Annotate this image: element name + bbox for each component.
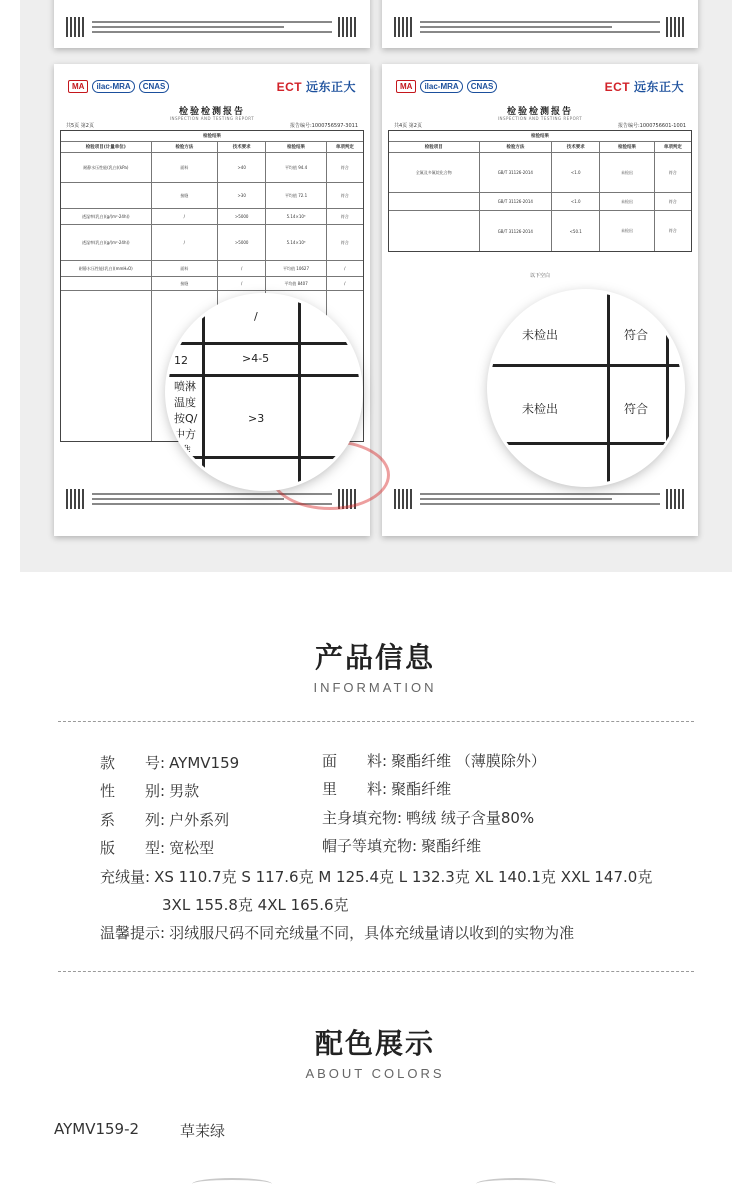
report-title: 检验检测报告 — [178, 107, 245, 117]
report-meta — [66, 122, 358, 129]
table-row: 接缝 >30 平均值 72.1 符合 — [61, 183, 363, 209]
zoom-req-1: >4-5 — [242, 352, 270, 365]
ilac-logo: ilac-MRA — [92, 80, 134, 93]
report-meta — [394, 122, 686, 129]
info-row-style: 款 号: AYMV159 — [100, 754, 240, 772]
info-row-fill-amount: 充绒量: XS 110.7克 S 117.6克 M 125.4克 L 132.3克 XL 140.1克 XXL 147.0克 — [100, 868, 653, 886]
divider-bottom — [58, 971, 694, 972]
table-columns: 检验项目 检验方法 技术要求 检验结果 单项判定 — [389, 142, 691, 153]
report-sheet-top-left — [54, 0, 370, 48]
info-row-notice: 温馨提示: 羽绒服尺码不同充绒量不同，具体充绒量请以收到的实物为准 — [100, 924, 575, 942]
product-image-edge — [192, 1178, 272, 1184]
info-row-gender: 性 别: 男款 — [100, 782, 200, 800]
info-section-subtitle: INFORMATION — [313, 680, 437, 695]
table-row: 耐静水压性能(乳白)(kPa) 面料 >40 平均值 94.4 符合 — [61, 153, 363, 183]
info-row-fit: 版 型: 宽松型 — [100, 839, 215, 857]
cma-logo: MA — [396, 80, 416, 93]
page-number: 共4页 第2页 — [394, 123, 422, 129]
zoom-result-1: 未检出 — [522, 328, 559, 342]
qr-code-icon — [66, 489, 86, 509]
sheet-footer — [66, 16, 358, 38]
qr-code-icon — [394, 489, 414, 509]
zoom-slash: / — [254, 310, 258, 323]
report-subtitle: INSPECTION AND TESTING REPORT — [169, 116, 255, 121]
info-row-hood-filling: 帽子等填充物: 聚酯纤维 — [322, 837, 482, 855]
qr-code-icon — [338, 17, 358, 37]
magnifier-left: / >4-5 >3 12 喷淋 温度 按Q/ 中方 准 — [168, 296, 360, 488]
table-row: 全氟及多氟烷化合物 GB/T 31126-2014 <1.0 未检出 符合 — [389, 153, 691, 193]
zoom-req-2: >3 — [248, 412, 265, 425]
zoom-verdict-1: 符合 — [624, 328, 649, 342]
report-number: 报告编号:1000756597-3011 — [289, 123, 358, 129]
table-row: 接缝 / 平均值 8407 / — [61, 277, 363, 291]
table-header: 检验结果 — [531, 134, 549, 139]
ilac-logo: ilac-MRA — [420, 80, 462, 93]
table-row: 透湿率(乳白)(g/(m²·24h)) / >5000 5.14×10³ 符合 — [61, 209, 363, 225]
info-row-lining: 里 料: 聚酯纤维 — [322, 780, 452, 798]
report-photo-area — [20, 0, 732, 572]
table-row: 透湿率(乳白)(g/(m²·24h)) / >5000 5.14×10³ 符合 — [61, 225, 363, 261]
cnas-logo: CNAS — [467, 80, 498, 93]
table-header: 检验结果 — [203, 134, 221, 139]
qr-code-icon — [66, 17, 86, 37]
color-sku: AYMV159-2 — [54, 1120, 140, 1138]
report-title: 检验检测报告 — [506, 107, 573, 117]
qr-code-icon — [666, 489, 686, 509]
table-columns: 检验项目(计量单位) 检验方法 技术要求 检验结果 单项判定 — [61, 142, 363, 153]
zoom-num: 12 — [174, 354, 188, 367]
report-subtitle: INSPECTION AND TESTING REPORT — [497, 116, 583, 121]
table-row: GB/T 31126-2014 <50.1 未检出 符合 — [389, 211, 691, 251]
zoom-verdict-2: 符合 — [624, 402, 649, 416]
results-table-right — [388, 130, 692, 252]
cnas-logo: CNAS — [139, 80, 170, 93]
sheet-footer — [394, 488, 686, 510]
info-row-fabric: 面 料: 聚酯纤维 （薄膜除外） — [322, 752, 546, 770]
qr-code-icon — [666, 17, 686, 37]
colors-section-subtitle: ABOUT COLORS — [305, 1066, 445, 1081]
zoom-result-2: 未检出 — [522, 402, 559, 416]
sheet-header — [68, 72, 356, 100]
report-number: 报告编号:1000756601-1001 — [617, 123, 686, 129]
page-number: 共5页 第2页 — [66, 123, 94, 129]
report-sheet-top-right — [382, 0, 698, 48]
sheet-header — [396, 72, 684, 100]
colors-section-title: 配色展示 — [314, 1027, 435, 1060]
info-section-title: 产品信息 — [314, 641, 435, 674]
table-end-note: 以下空白 — [529, 273, 550, 279]
product-image-edge — [476, 1178, 556, 1184]
info-row-body-filling: 主身填充物: 鸭绒 绒子含量80% — [322, 809, 535, 827]
ect-brand-logo: ECT 远东正大 — [604, 79, 684, 94]
qr-code-icon — [394, 17, 414, 37]
info-row-fill-amount-2: 3XL 155.8克 4XL 165.6克 — [162, 896, 349, 914]
color-name: 草茉绿 — [180, 1122, 226, 1140]
info-row-series: 系 列: 户外系列 — [100, 811, 230, 829]
cma-logo: MA — [68, 80, 88, 93]
ect-brand-logo: ECT 远东正大 — [276, 79, 356, 94]
divider-top — [58, 721, 694, 722]
sheet-footer — [394, 16, 686, 38]
magnifier-right — [490, 292, 682, 484]
table-row: 耐静水压性能(乳白)(mmH₂O) 面料 / 平均值 10627 / — [61, 261, 363, 277]
table-row: GB/T 31126-2014 <1.0 未检出 符合 — [389, 193, 691, 211]
